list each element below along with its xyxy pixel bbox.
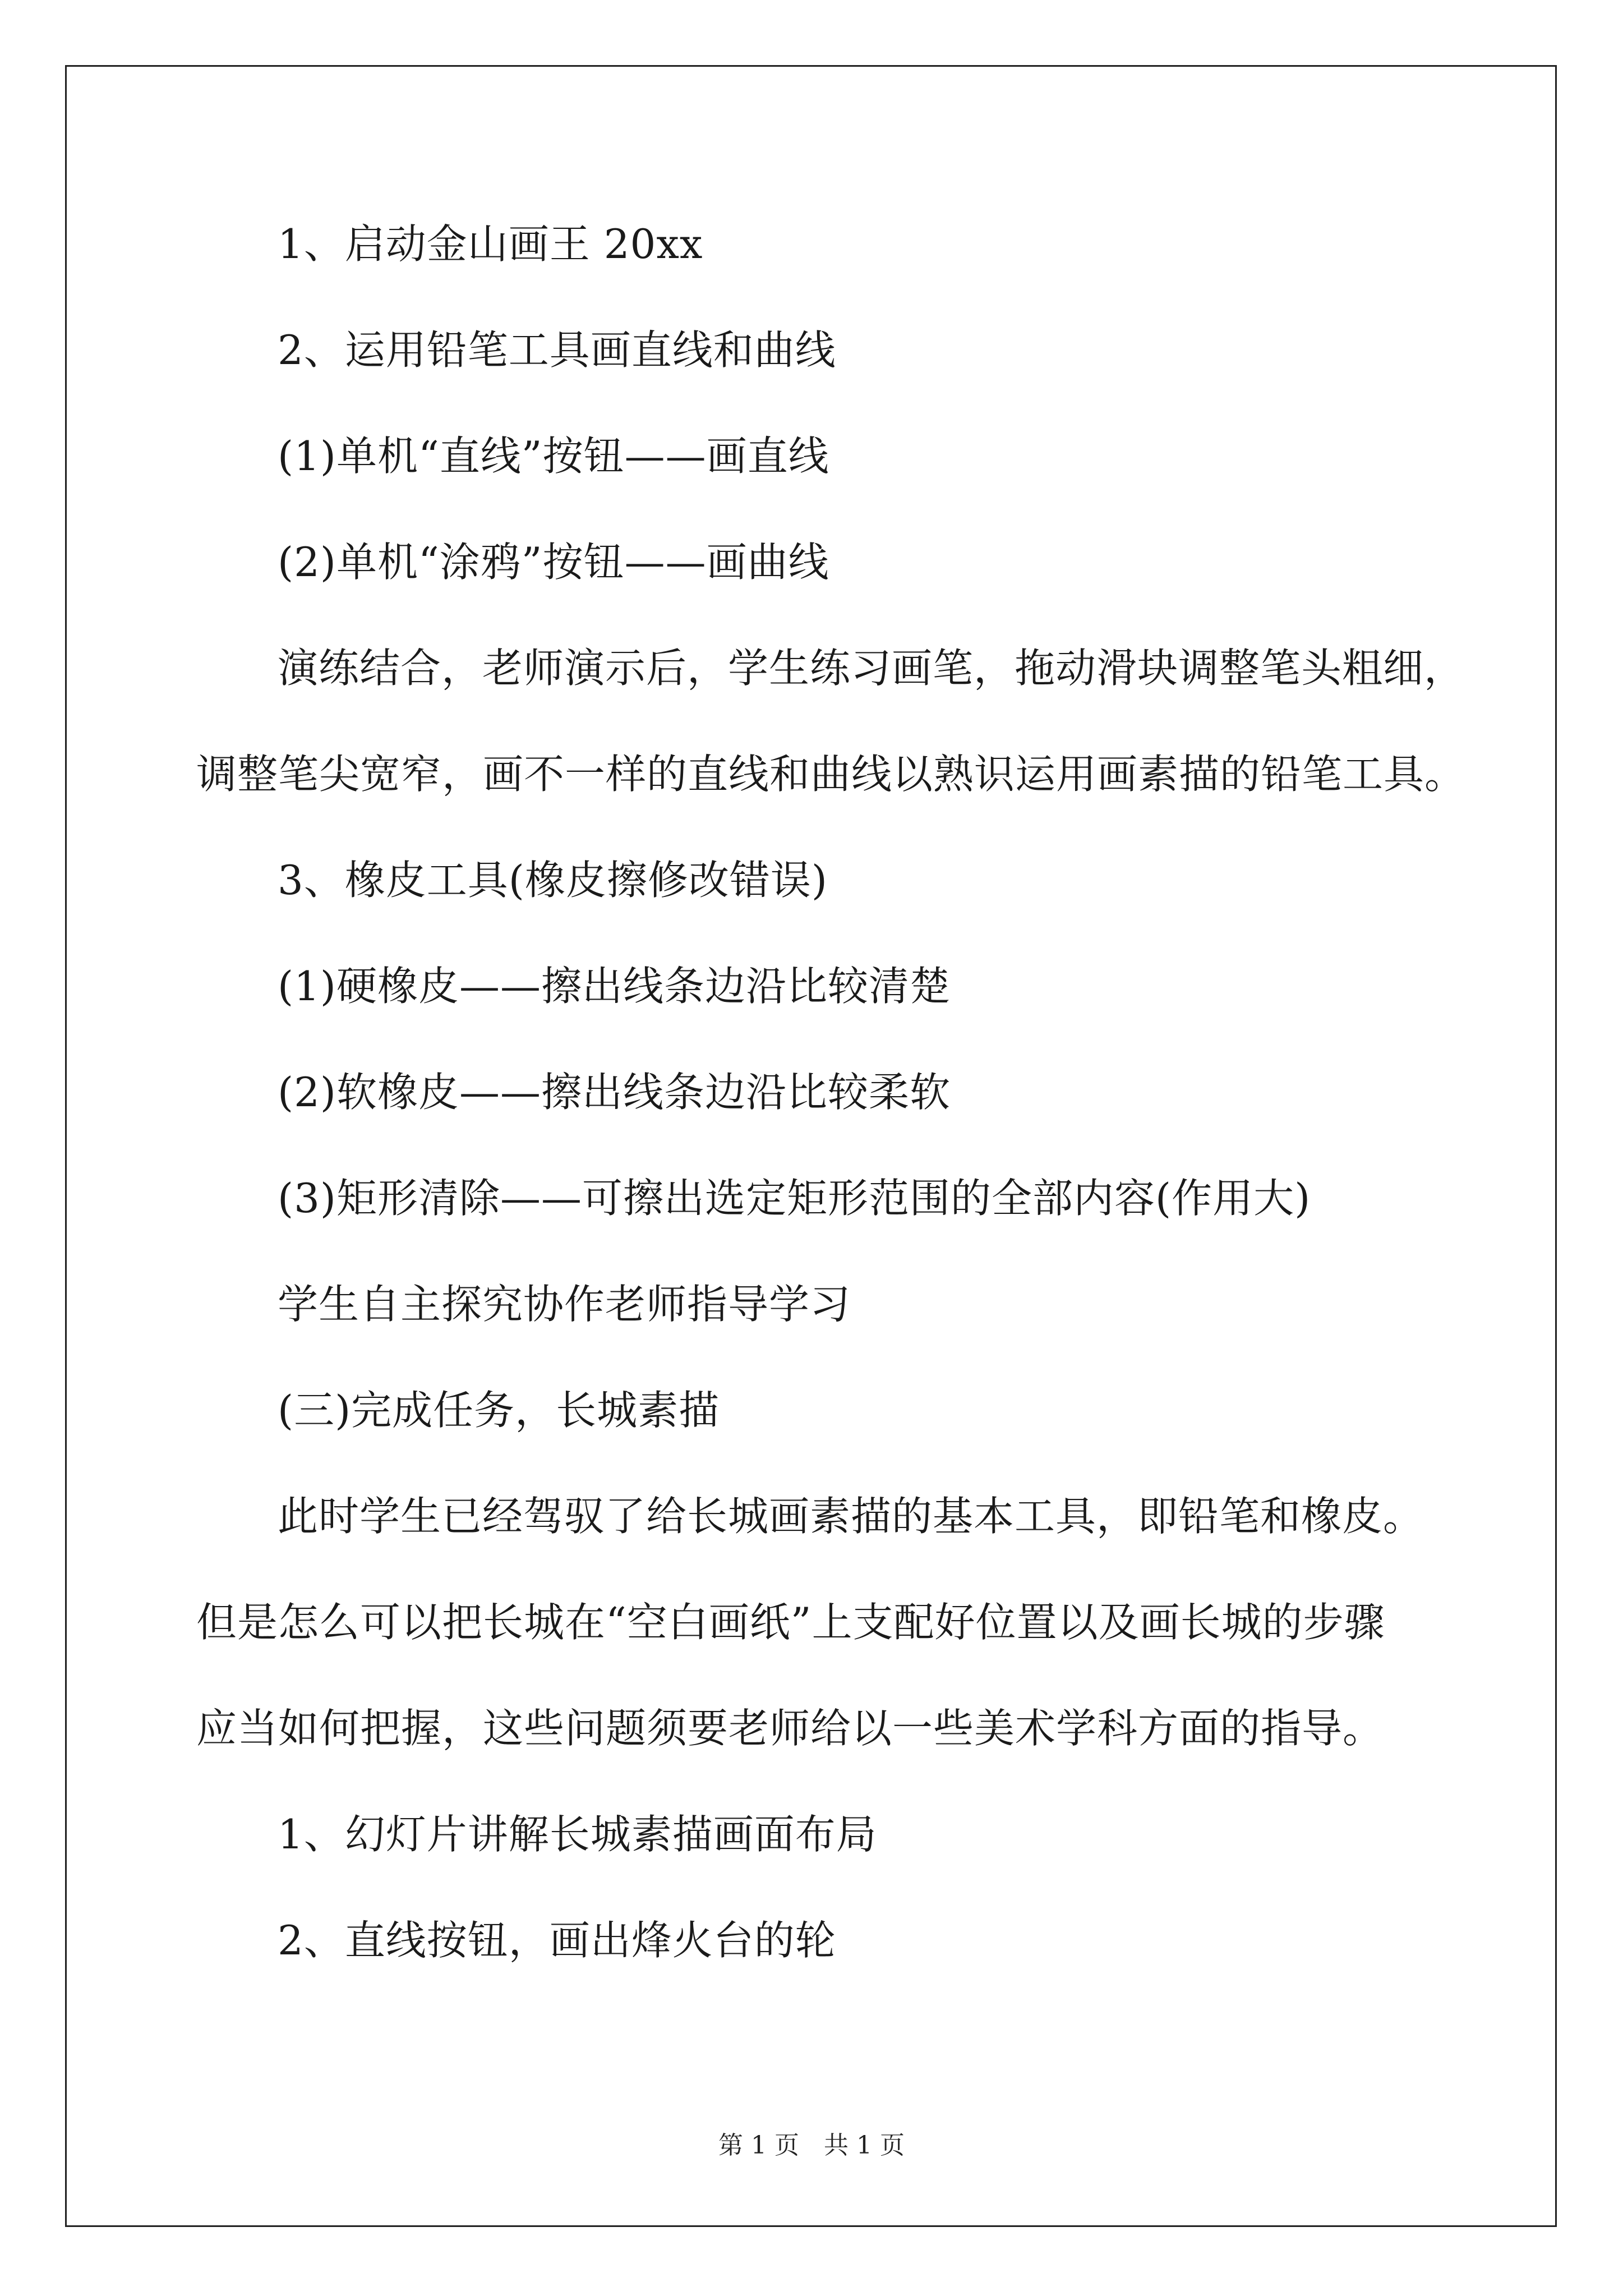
line-1: 1、启动金山画王 20xx [278,220,703,268]
page-footer [0,2129,1623,2162]
line-16: 1、幻灯片讲解长城素描画面布局 [278,1811,877,1858]
line-9: (2)软橡皮——擦出线条边沿比较柔软 [278,1069,951,1116]
line-11: 学生自主探究协作老师指导学习 [278,1281,851,1328]
line-4: (2)单机“涂鸦”按钮——画曲线 [278,539,829,586]
line-7: 3、橡皮工具(橡皮擦修改错误) [278,857,828,904]
line-14: 但是怎么可以把长城在“空白画纸”上支配好位置以及画长城的步骤 [196,1599,1385,1646]
page-number: 第 1 页 [718,2131,799,2160]
line-13: 此时学生已经驾驭了给长城画素描的基本工具，即铅笔和橡皮。 [278,1493,1424,1540]
line-15: 应当如何把握，这些问题须要老师给以一些美术学科方面的指导。 [196,1705,1384,1752]
line-17: 2、直线按钮，画出烽火台的轮 [278,1917,836,1964]
page-total: 共 1 页 [824,2131,905,2160]
line-2: 2、运用铅笔工具画直线和曲线 [278,326,836,374]
line-10: (3)矩形清除——可擦出选定矩形范围的全部内容(作用大) [278,1175,1311,1222]
line-6: 调整笔尖宽窄，画不一样的直线和曲线以熟识运用画素描的铅笔工具。 [196,751,1466,798]
line-8: (1)硬橡皮——擦出线条边沿比较清楚 [278,963,951,1010]
document-body [196,208,1475,2010]
line-5: 演练结合，老师演示后，学生练习画笔，拖动滑块调整笔头粗细， [278,645,1465,692]
line-12: (三)完成任务，长城素描 [278,1387,720,1434]
line-3: (1)单机“直线”按钮——画直线 [278,432,829,480]
